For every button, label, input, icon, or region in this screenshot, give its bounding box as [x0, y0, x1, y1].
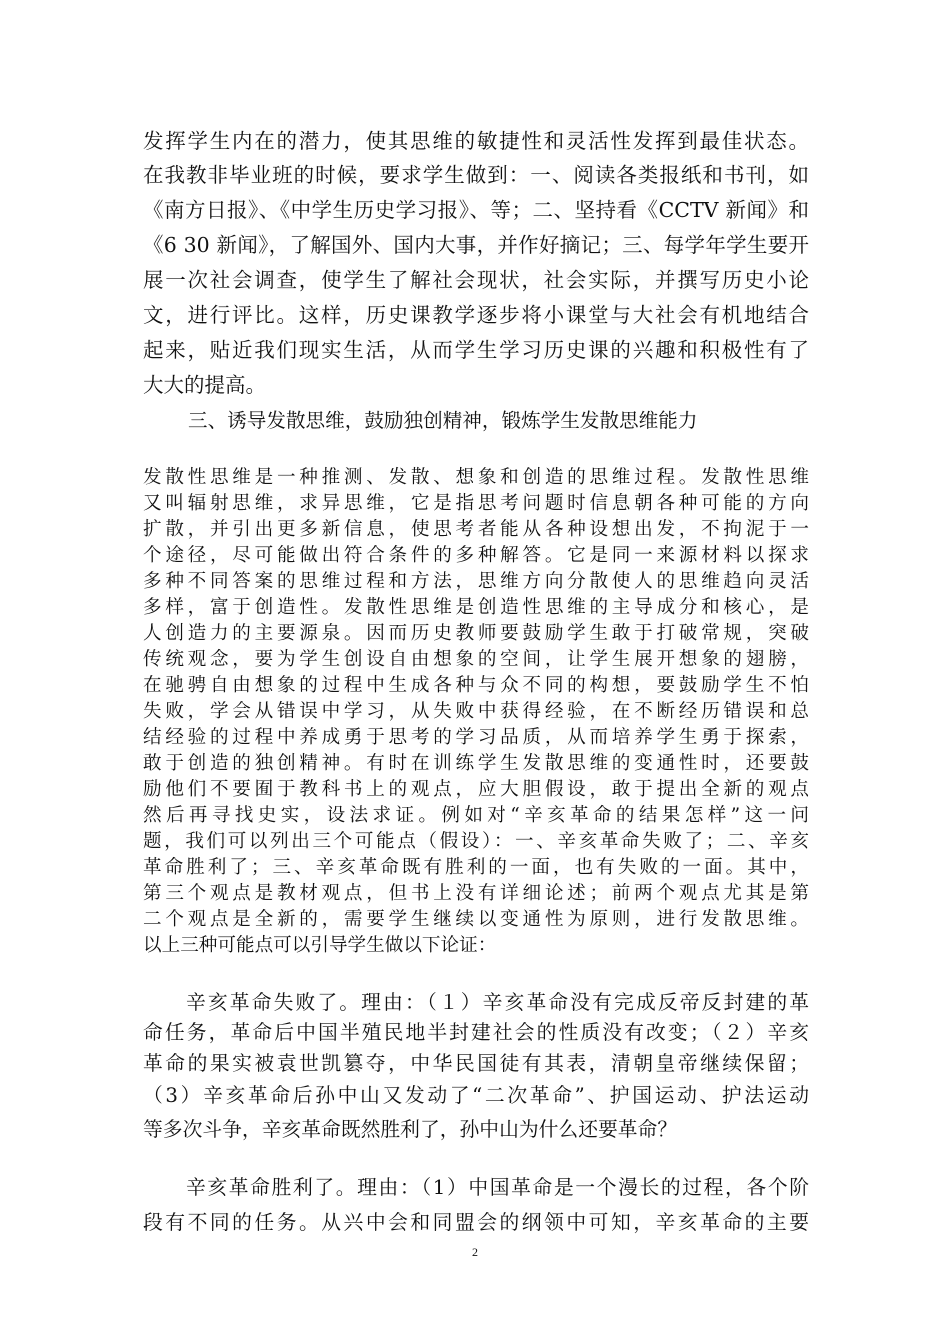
text-line: 结经验的过程中养成勇于思考的学习品质，从而培养学生勇于探索，	[143, 727, 809, 748]
text-line: 失败，学会从错误中学习，从失败中获得经验，在不断经历错误和总	[143, 701, 809, 722]
text-line: 二个观点是全新的，需要学生继续以变通性为原则，进行发散思维。	[143, 909, 809, 930]
text-line: 辛亥革命失败了。理由：（１）辛亥革命没有完成反帝反封建的革	[186, 991, 809, 1014]
text-line: 题，我们可以列出三个可能点（假设）：一、辛亥革命失败了；二、辛亥	[143, 831, 809, 852]
text-line: 起来，贴近我们现实生活，从而学生学习历史课的兴趣和积极性有了	[143, 338, 809, 362]
text-line: 以上三种可能点可以引导学生做以下论证：	[143, 935, 497, 956]
text-line: 第三个观点是教材观点，但书上没有详细论述；前两个观点尤其是第	[143, 883, 809, 904]
text-line: 《南方日报》、《中学生历史学习报》、等；二、坚持看《CCTV 新闻》和	[143, 198, 809, 222]
page-number: 2	[472, 1245, 478, 1259]
text-line: 扩散，并引出更多新信息，使思考者能从各种设想出发，不拘泥于一	[143, 519, 809, 540]
text-line: 多样，富于创造性。发散性思维是创造性思维的主导成分和核心，是	[143, 597, 809, 618]
text-line: 文，进行评比。这样，历史课教学逐步将小课堂与大社会有机地结合	[143, 303, 809, 327]
text-line: （3）辛亥革命后孙中山又发动了“二次革命”、护国运动、护法运动	[143, 1084, 809, 1107]
text-line: 在驰骋自由想象的过程中生成各种与众不同的构想，要鼓励学生不怕	[143, 675, 809, 696]
text-line: 人创造力的主要源泉。因而历史教师要鼓励学生敢于打破常规，突破	[143, 623, 809, 644]
text-line: 发散性思维是一种推测、发散、想象和创造的思维过程。发散性思维	[143, 467, 809, 488]
text-line: 多种不同答案的思维过程和方法，思维方向分散使人的思维趋向灵活	[143, 571, 809, 592]
text-line: 革命胜利了；三、辛亥革命既有胜利的一面，也有失败的一面。其中，	[143, 857, 809, 878]
text-line: 在我教非毕业班的时候，要求学生做到：一、阅读各类报纸和书刊，如	[143, 163, 809, 187]
text-line: 敢于创造的独创精神。有时在训练学生发散思维的变通性时，还要鼓	[143, 753, 809, 774]
text-line: 励他们不要囿于教科书上的观点，应大胆假设，敢于提出全新的观点	[143, 779, 809, 800]
text-line: 展一次社会调查，使学生了解社会现状，社会实际，并撰写历史小论	[143, 268, 809, 292]
text-line: 段有不同的任务。从兴中会和同盟会的纲领中可知，辛亥革命的主要	[143, 1211, 809, 1234]
text-line: 辛亥革命胜利了。理由：（1）中国革命是一个漫长的过程，各个阶	[186, 1176, 809, 1199]
text-line: 发挥学生内在的潜力，使其思维的敏捷性和灵活性发挥到最佳状态。	[143, 129, 809, 153]
text-line: 等多次斗争，辛亥革命既然胜利了，孙中山为什么还要革命？	[143, 1118, 678, 1141]
text-line: 传统观念，要为学生创设自由想象的空间，让学生展开想象的翅膀，	[143, 649, 809, 670]
text-line: 革命的果实被袁世凯篡夺，中华民国徒有其表，清朝皇帝继续保留；	[143, 1052, 809, 1075]
text-line: 《6 30 新闻》，了解国外、国内大事，并作好摘记；三、每学年学生要开	[143, 233, 809, 257]
text-line: 命任务，革命后中国半殖民地半封建社会的性质没有改变；（２）辛亥	[143, 1021, 809, 1044]
text-line: 又叫辐射思维，求异思维，它是指思考问题时信息朝各种可能的方向	[143, 493, 809, 514]
section-heading: 三、诱导发散思维，鼓励独创精神，锻炼学生发散思维能力	[188, 409, 698, 432]
text-line: 大大的提高。	[143, 373, 266, 397]
text-line: 然后再寻找史实，设法求证。例如对“辛亥革命的结果怎样”这一问	[143, 805, 809, 826]
text-line: 个途径，尽可能做出符合条件的多种解答。它是同一来源材料以探求	[143, 545, 809, 566]
